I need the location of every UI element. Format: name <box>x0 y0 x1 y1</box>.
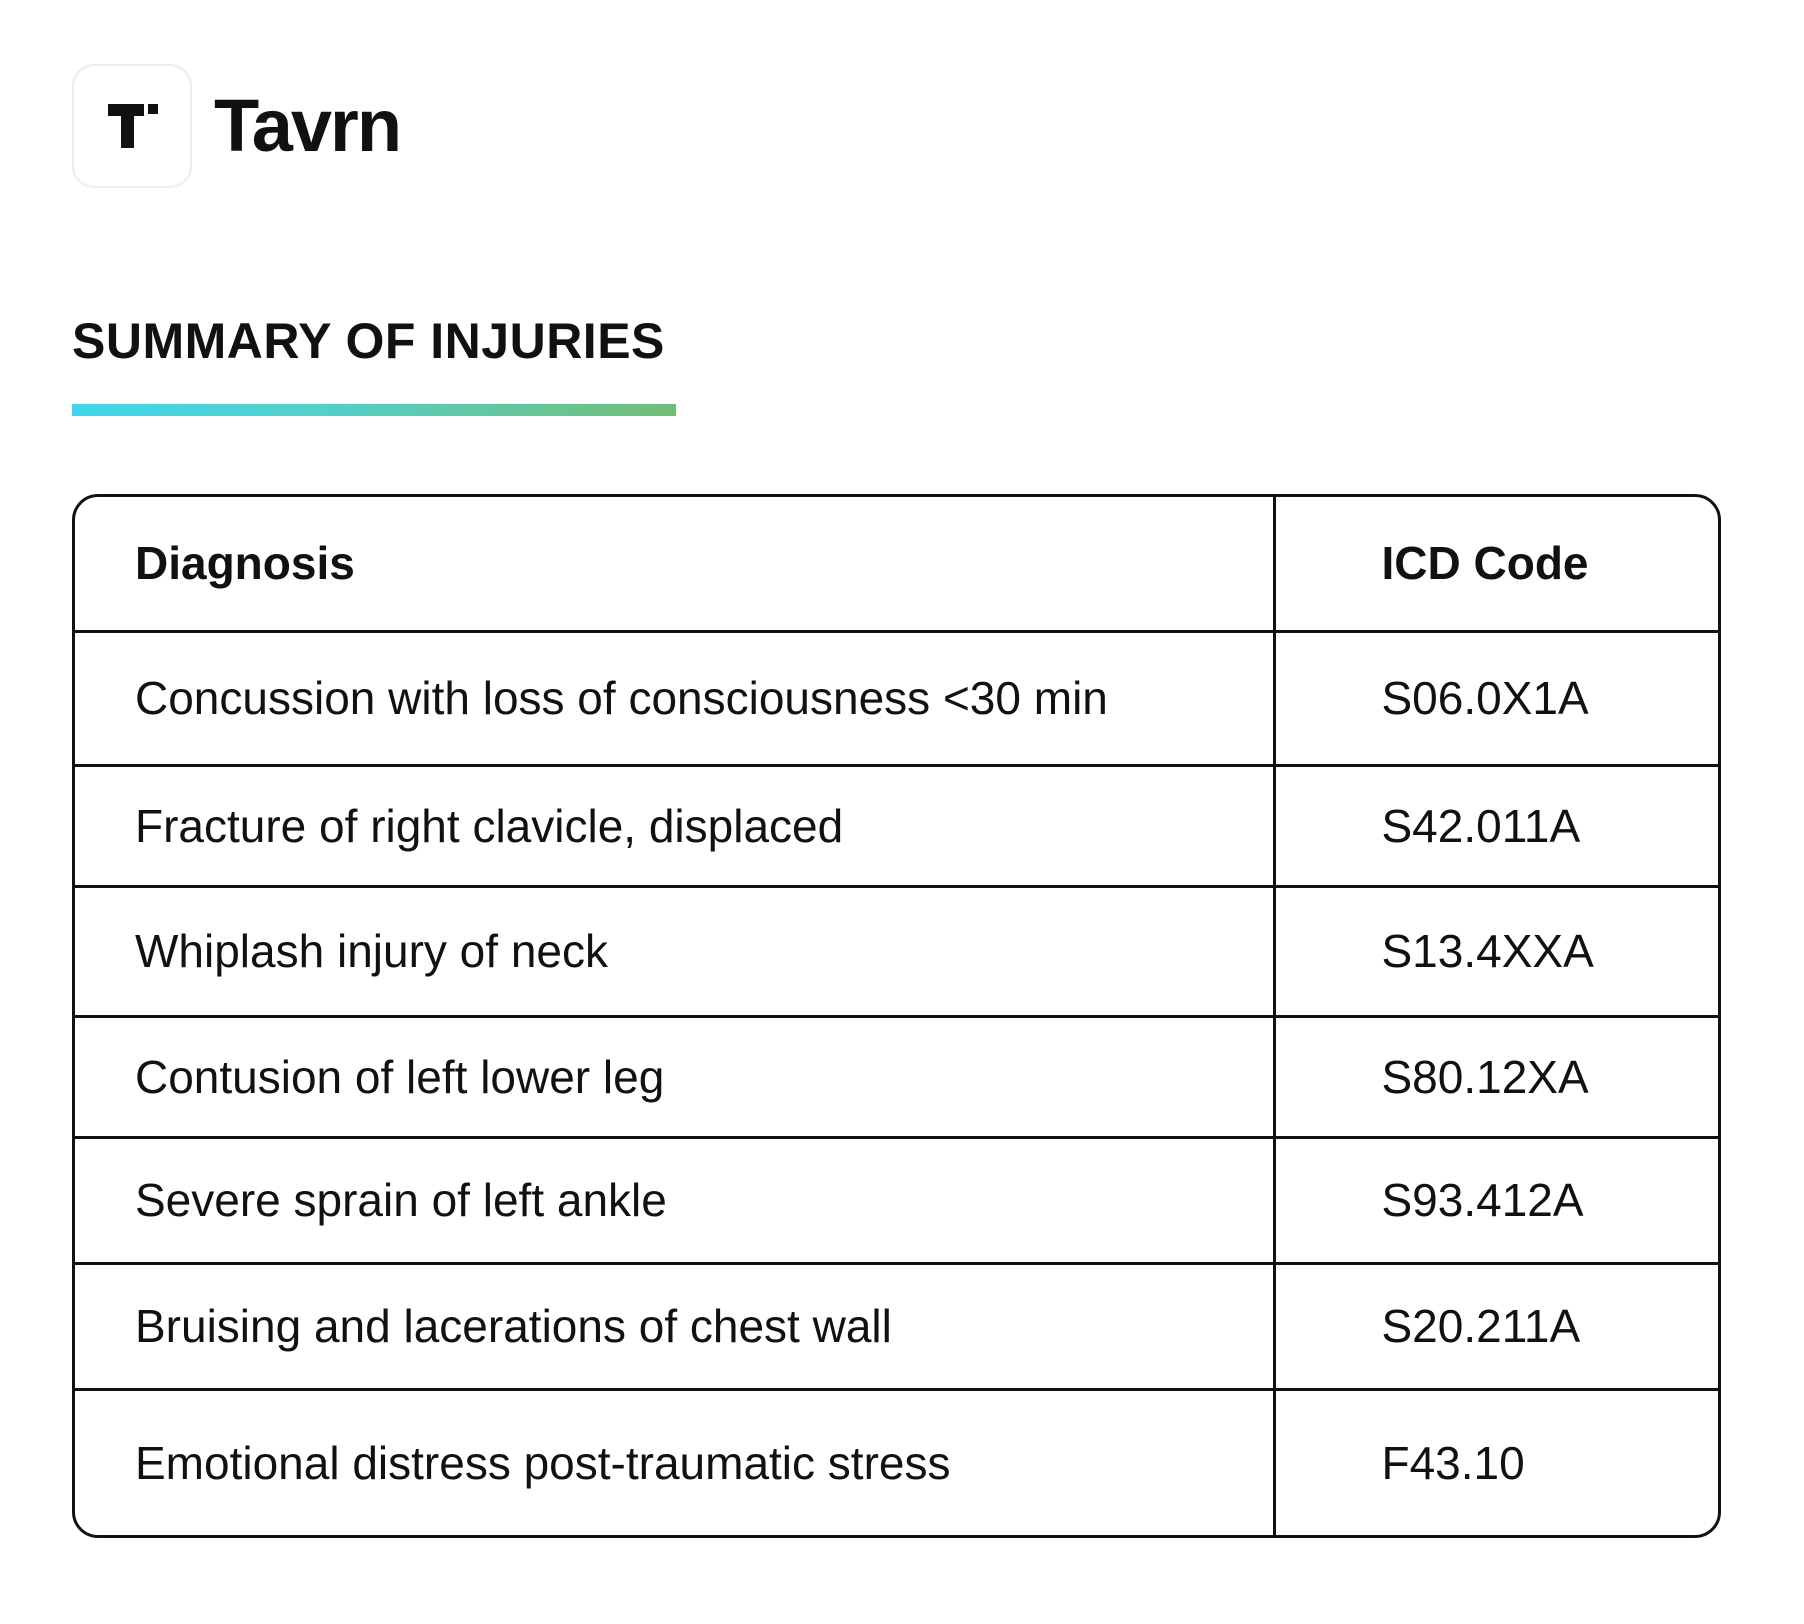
injuries-table <box>72 494 1721 1538</box>
brand-header <box>72 64 400 188</box>
tavrn-t-logo-icon <box>104 98 160 154</box>
icd-code-cell: S20.211A <box>1274 1263 1718 1389</box>
diagnosis-cell: Severe sprain of left ankle <box>75 1137 1274 1263</box>
diagnosis-cell: Emotional distress post-traumatic stress <box>75 1389 1274 1535</box>
table-header-row <box>75 497 1718 631</box>
table-row <box>75 1016 1718 1137</box>
diagnosis-column-header: Diagnosis <box>75 497 1274 631</box>
icd-code-cell: S13.4XXA <box>1274 886 1718 1016</box>
table-row <box>75 1389 1718 1535</box>
icd-code-cell: S93.412A <box>1274 1137 1718 1263</box>
title-underline <box>72 404 676 416</box>
diagnosis-cell: Fracture of right clavicle, displaced <box>75 765 1274 886</box>
diagnosis-cell: Whiplash injury of neck <box>75 886 1274 1016</box>
diagnosis-cell: Concussion with loss of consciousness <30 min <box>75 631 1274 765</box>
brand-name: Tavrn <box>214 84 401 167</box>
diagnosis-cell: Bruising and lacerations of chest wall <box>75 1263 1274 1389</box>
icd-code-cell: S80.12XA <box>1274 1016 1718 1137</box>
icd-code-cell: S06.0X1A <box>1274 631 1718 765</box>
tavrn-logo-icon <box>72 64 192 188</box>
icd-code-cell: F43.10 <box>1381 1436 1525 1489</box>
section-title: SUMMARY OF INJURIES <box>72 313 665 369</box>
injuries-table-grid <box>75 497 1718 1535</box>
table-row <box>75 631 1718 765</box>
table-row <box>75 886 1718 1016</box>
icd-code-column-header: ICD Code <box>1274 497 1718 631</box>
table-row <box>75 765 1718 886</box>
diagnosis-cell: Contusion of left lower leg <box>75 1016 1274 1137</box>
table-row <box>75 1137 1718 1263</box>
icd-code-cell: S42.011A <box>1274 765 1718 886</box>
table-row <box>75 1263 1718 1389</box>
